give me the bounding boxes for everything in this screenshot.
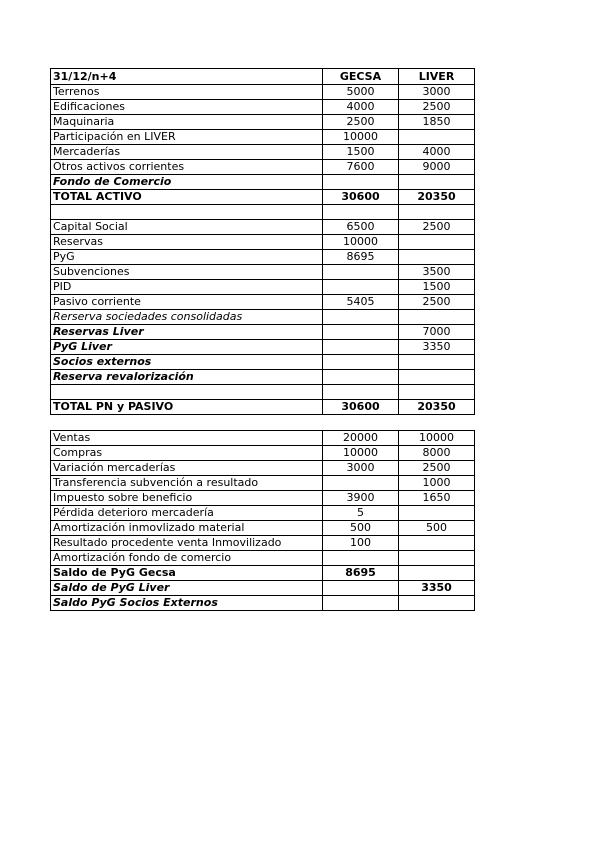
liver-value: 2500 — [399, 100, 475, 115]
table-row — [51, 280, 475, 295]
gecsa-value: 1500 — [323, 145, 399, 160]
table-row — [51, 491, 475, 506]
liver-value: 20350 — [399, 400, 475, 415]
table-row — [51, 130, 475, 145]
gecsa-value — [323, 325, 399, 340]
liver-value: 1500 — [399, 280, 475, 295]
gecsa-value: 7600 — [323, 160, 399, 175]
gecsa-value: 4000 — [323, 100, 399, 115]
row-label: PID — [51, 280, 323, 295]
table-row — [51, 310, 475, 325]
table-row — [51, 205, 475, 220]
liver-value: 10000 — [399, 431, 475, 446]
row-label: Impuesto sobre beneficio — [51, 491, 323, 506]
table-row — [51, 431, 475, 446]
gecsa-value: 30600 — [323, 190, 399, 205]
table-row — [51, 536, 475, 551]
liver-value: 1000 — [399, 476, 475, 491]
liver-value — [399, 596, 475, 611]
liver-column-header: LIVER — [399, 69, 475, 85]
row-label: Pérdida deterioro mercadería — [51, 506, 323, 521]
balance-header-row — [51, 69, 475, 85]
liver-value — [399, 175, 475, 190]
row-label: Ventas — [51, 431, 323, 446]
gecsa-value — [323, 581, 399, 596]
row-label: Amortización fondo de comercio — [51, 551, 323, 566]
balance-sheet-table — [50, 68, 475, 415]
row-label: Terrenos — [51, 85, 323, 100]
table-row — [51, 506, 475, 521]
gecsa-value: 10000 — [323, 235, 399, 250]
table-row — [51, 461, 475, 476]
liver-value: 3350 — [399, 340, 475, 355]
row-label: Participación en LIVER — [51, 130, 323, 145]
gecsa-value: 500 — [323, 521, 399, 536]
table-row — [51, 85, 475, 100]
gecsa-value: 5 — [323, 506, 399, 521]
gecsa-value — [323, 205, 399, 220]
row-label: Transferencia subvención a resultado — [51, 476, 323, 491]
liver-value — [399, 506, 475, 521]
table-row — [51, 340, 475, 355]
liver-value: 20350 — [399, 190, 475, 205]
table-row — [51, 566, 475, 581]
table-row — [51, 446, 475, 461]
row-label: Otros activos corrientes — [51, 160, 323, 175]
row-label: Fondo de Comercio — [51, 175, 323, 190]
liver-value — [399, 130, 475, 145]
table-row — [51, 370, 475, 385]
liver-value: 3500 — [399, 265, 475, 280]
row-label: Maquinaria — [51, 115, 323, 130]
gecsa-value: 20000 — [323, 431, 399, 446]
table-row — [51, 175, 475, 190]
table-row — [51, 220, 475, 235]
gecsa-value: 8695 — [323, 250, 399, 265]
row-label: Saldo de PyG Liver — [51, 581, 323, 596]
liver-value — [399, 551, 475, 566]
liver-value: 500 — [399, 521, 475, 536]
row-label: Subvenciones — [51, 265, 323, 280]
liver-value — [399, 385, 475, 400]
liver-value: 2500 — [399, 295, 475, 310]
table-row — [51, 295, 475, 310]
table-row — [51, 476, 475, 491]
liver-value: 3350 — [399, 581, 475, 596]
date-header: 31/12/n+4 — [51, 69, 323, 85]
liver-value: 7000 — [399, 325, 475, 340]
gecsa-value — [323, 476, 399, 491]
table-row — [51, 115, 475, 130]
liver-value — [399, 370, 475, 385]
gecsa-value: 10000 — [323, 130, 399, 145]
gecsa-value — [323, 551, 399, 566]
row-label: TOTAL PN y PASIVO — [51, 400, 323, 415]
row-label: Resultado procedente venta Inmovilizado — [51, 536, 323, 551]
row-label: Amortización inmovlizado material — [51, 521, 323, 536]
liver-value: 4000 — [399, 145, 475, 160]
gecsa-value — [323, 340, 399, 355]
liver-value: 3000 — [399, 85, 475, 100]
table-row — [51, 355, 475, 370]
row-label: Saldo PyG Socios Externos — [51, 596, 323, 611]
liver-value — [399, 310, 475, 325]
liver-value: 2500 — [399, 461, 475, 476]
gecsa-value: 30600 — [323, 400, 399, 415]
gecsa-value — [323, 596, 399, 611]
gecsa-value — [323, 175, 399, 190]
gecsa-value — [323, 280, 399, 295]
row-label: Mercaderías — [51, 145, 323, 160]
table-row — [51, 145, 475, 160]
liver-value — [399, 566, 475, 581]
row-label: Socios externos — [51, 355, 323, 370]
row-label: PyG — [51, 250, 323, 265]
table-row — [51, 400, 475, 415]
gecsa-value: 3900 — [323, 491, 399, 506]
table-row — [51, 235, 475, 250]
gecsa-value — [323, 310, 399, 325]
table-row — [51, 521, 475, 536]
row-label: TOTAL ACTIVO — [51, 190, 323, 205]
income-statement-table — [50, 430, 475, 611]
row-label: Capital Social — [51, 220, 323, 235]
table-row — [51, 265, 475, 280]
table-row — [51, 581, 475, 596]
table-row — [51, 160, 475, 175]
table-row — [51, 596, 475, 611]
row-label — [51, 385, 323, 400]
gecsa-value: 8695 — [323, 566, 399, 581]
gecsa-value — [323, 370, 399, 385]
liver-value: 1650 — [399, 491, 475, 506]
row-label — [51, 205, 323, 220]
liver-value: 9000 — [399, 160, 475, 175]
gecsa-value: 2500 — [323, 115, 399, 130]
row-label: Reserva revalorización — [51, 370, 323, 385]
row-label: Reservas — [51, 235, 323, 250]
row-label: Rerserva sociedades consolidadas — [51, 310, 323, 325]
gecsa-value — [323, 385, 399, 400]
gecsa-value — [323, 355, 399, 370]
gecsa-value: 10000 — [323, 446, 399, 461]
liver-value — [399, 536, 475, 551]
liver-value — [399, 355, 475, 370]
gecsa-value: 5000 — [323, 85, 399, 100]
liver-value: 2500 — [399, 220, 475, 235]
table-row — [51, 385, 475, 400]
table-row — [51, 250, 475, 265]
liver-value — [399, 235, 475, 250]
row-label: Reservas Liver — [51, 325, 323, 340]
row-label: Edificaciones — [51, 100, 323, 115]
gecsa-value: 5405 — [323, 295, 399, 310]
gecsa-value: 3000 — [323, 461, 399, 476]
gecsa-value: 100 — [323, 536, 399, 551]
liver-value: 8000 — [399, 446, 475, 461]
gecsa-value: 6500 — [323, 220, 399, 235]
row-label: Variación mercaderías — [51, 461, 323, 476]
gecsa-value — [323, 265, 399, 280]
liver-value — [399, 205, 475, 220]
row-label: Saldo de PyG Gecsa — [51, 566, 323, 581]
table-row — [51, 100, 475, 115]
gecsa-column-header: GECSA — [323, 69, 399, 85]
liver-value: 1850 — [399, 115, 475, 130]
row-label: Compras — [51, 446, 323, 461]
liver-value — [399, 250, 475, 265]
table-row — [51, 551, 475, 566]
table-row — [51, 325, 475, 340]
row-label: PyG Liver — [51, 340, 323, 355]
table-row — [51, 190, 475, 205]
row-label: Pasivo corriente — [51, 295, 323, 310]
